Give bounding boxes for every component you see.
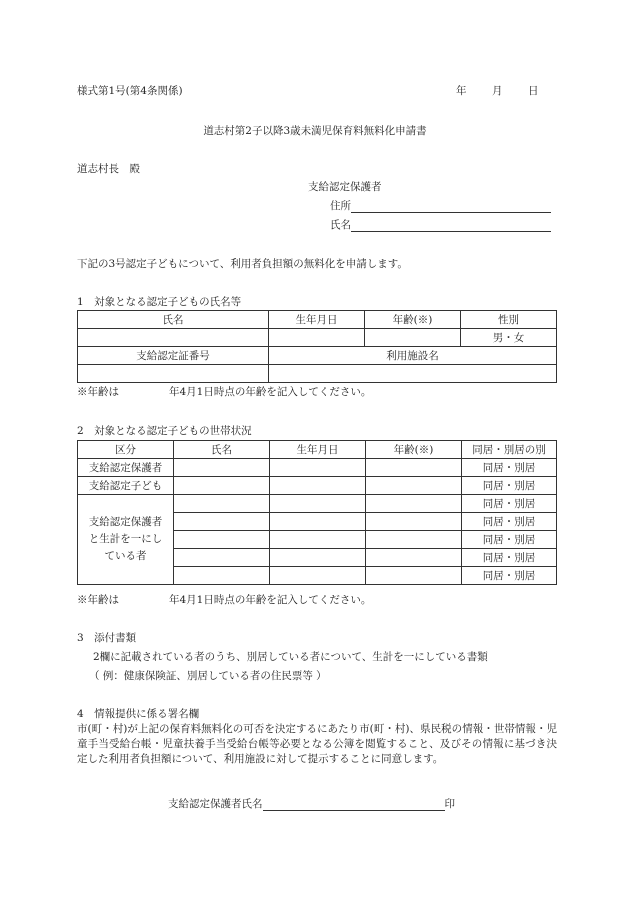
household-age-cell[interactable] bbox=[366, 531, 462, 549]
col-header-dob: 生年月日 bbox=[269, 311, 365, 329]
household-age-cell[interactable] bbox=[366, 549, 462, 567]
household-cohabit-cell[interactable]: 同居・別居 bbox=[462, 567, 557, 585]
col-header-age: 年齢(※) bbox=[366, 441, 462, 459]
signature-label: 支給認定保護者氏名 bbox=[168, 798, 263, 810]
age-note-prefix: ※年齢は bbox=[77, 594, 119, 606]
household-age-cell[interactable] bbox=[366, 567, 462, 585]
household-dob-cell[interactable] bbox=[270, 495, 366, 513]
section2-heading: 2 対象となる認定子どもの世帯状況 bbox=[77, 425, 252, 437]
household-name-cell[interactable] bbox=[174, 495, 270, 513]
household-cohabit-cell[interactable]: 同居・別居 bbox=[462, 531, 557, 549]
col-header-name: 氏名 bbox=[174, 441, 270, 459]
age-note-suffix: 年4月1日時点の年齢を記入してください。 bbox=[169, 386, 372, 398]
section3-heading: 3 添付書類 bbox=[77, 632, 137, 644]
col-header-name: 氏名 bbox=[78, 311, 269, 329]
household-name-cell[interactable] bbox=[174, 531, 270, 549]
child-cohabit-cell[interactable]: 同居・別居 bbox=[462, 477, 557, 495]
col-header-cohabit: 同居・別居の別 bbox=[462, 441, 557, 459]
date-day-label: 日 bbox=[528, 85, 539, 97]
row-label-guardian: 支給認定保護者 bbox=[78, 459, 174, 477]
applicant-heading: 支給認定保護者 bbox=[308, 181, 382, 193]
section4-heading: 4 情報提供に係る署名欄 bbox=[77, 708, 200, 720]
date-year-label: 年 bbox=[456, 85, 467, 97]
signature-input-line[interactable] bbox=[263, 798, 445, 811]
household-table bbox=[77, 440, 557, 585]
section1-age-note bbox=[77, 385, 371, 399]
document-title: 道志村第2子以降3歳未満児保育料無料化申請書 bbox=[203, 125, 427, 137]
signature-field[interactable] bbox=[168, 797, 455, 811]
household-dob-cell[interactable] bbox=[270, 513, 366, 531]
col-header-facility: 利用施設名 bbox=[269, 347, 557, 365]
household-name-cell[interactable] bbox=[174, 513, 270, 531]
address-field[interactable] bbox=[330, 199, 551, 213]
household-age-cell[interactable] bbox=[366, 495, 462, 513]
child-name-cell[interactable] bbox=[78, 329, 269, 347]
form-number: 様式第1号(第4条関係) bbox=[77, 85, 183, 97]
age-note-suffix: 年4月1日時点の年齢を記入してください。 bbox=[169, 594, 372, 606]
household-name-cell[interactable] bbox=[174, 567, 270, 585]
child-age-cell[interactable] bbox=[366, 477, 462, 495]
seal-mark: 印 bbox=[444, 798, 455, 810]
cert-no-cell[interactable] bbox=[78, 365, 269, 383]
col-header-sex: 性別 bbox=[461, 311, 557, 329]
guardian-dob-cell[interactable] bbox=[270, 459, 366, 477]
row-label-household: 支給認定保護者と生計を一にしている者 bbox=[78, 495, 174, 585]
household-dob-cell[interactable] bbox=[270, 549, 366, 567]
address-input-line[interactable] bbox=[351, 200, 551, 213]
child-dob-cell[interactable] bbox=[269, 329, 365, 347]
name-label: 氏名 bbox=[330, 219, 351, 231]
name-input-line[interactable] bbox=[351, 219, 551, 232]
section2-age-note bbox=[77, 593, 371, 607]
child-name-cell[interactable] bbox=[174, 477, 270, 495]
date-month-label: 月 bbox=[492, 85, 503, 97]
household-cohabit-cell[interactable]: 同居・別居 bbox=[462, 549, 557, 567]
attachment-examples: （ 例：健康保険証、別居している者の住民票等 ） bbox=[89, 670, 327, 682]
household-dob-cell[interactable] bbox=[270, 531, 366, 549]
child-sex-cell[interactable]: 男・女 bbox=[461, 329, 557, 347]
attachment-description: 2欄に記載されている者のうち、別居している者について、生計を一にしている書類 bbox=[93, 651, 488, 663]
guardian-cohabit-cell[interactable]: 同居・別居 bbox=[462, 459, 557, 477]
target-child-table bbox=[77, 310, 557, 383]
household-cohabit-cell[interactable]: 同居・別居 bbox=[462, 513, 557, 531]
child-dob-cell[interactable] bbox=[270, 477, 366, 495]
addressee: 道志村長 殿 bbox=[77, 163, 140, 175]
age-note-prefix: ※年齢は bbox=[77, 386, 119, 398]
col-header-category: 区分 bbox=[78, 441, 174, 459]
guardian-age-cell[interactable] bbox=[366, 459, 462, 477]
household-dob-cell[interactable] bbox=[270, 567, 366, 585]
section1-heading: 1 対象となる認定子どもの氏名等 bbox=[77, 296, 242, 308]
facility-cell[interactable] bbox=[269, 365, 557, 383]
guardian-name-cell[interactable] bbox=[174, 459, 270, 477]
consent-text: 市(町・村)が上記の保育料無料化の可否を決定するにあたり市(町・村)、県民税の情報・世帯情報・児童手当受給台帳・児童扶養手当受給台帳等必要となる公簿を閲覧すること、及びその情報に基づき決定した利用者負担額について、利用施設に対して提示することに同意します。 bbox=[77, 723, 557, 765]
row-label-child: 支給認定子ども bbox=[78, 477, 174, 495]
household-age-cell[interactable] bbox=[366, 513, 462, 531]
name-field[interactable] bbox=[330, 218, 551, 232]
household-cohabit-cell[interactable]: 同居・別居 bbox=[462, 495, 557, 513]
household-name-cell[interactable] bbox=[174, 549, 270, 567]
address-label: 住所 bbox=[330, 200, 351, 212]
intro-text: 下記の3号認定子どもについて、利用者負担額の無料化を申請します。 bbox=[77, 258, 408, 270]
col-header-dob: 生年月日 bbox=[270, 441, 366, 459]
child-age-cell[interactable] bbox=[365, 329, 461, 347]
col-header-age: 年齢(※) bbox=[365, 311, 461, 329]
col-header-cert-no: 支給認定証番号 bbox=[78, 347, 269, 365]
